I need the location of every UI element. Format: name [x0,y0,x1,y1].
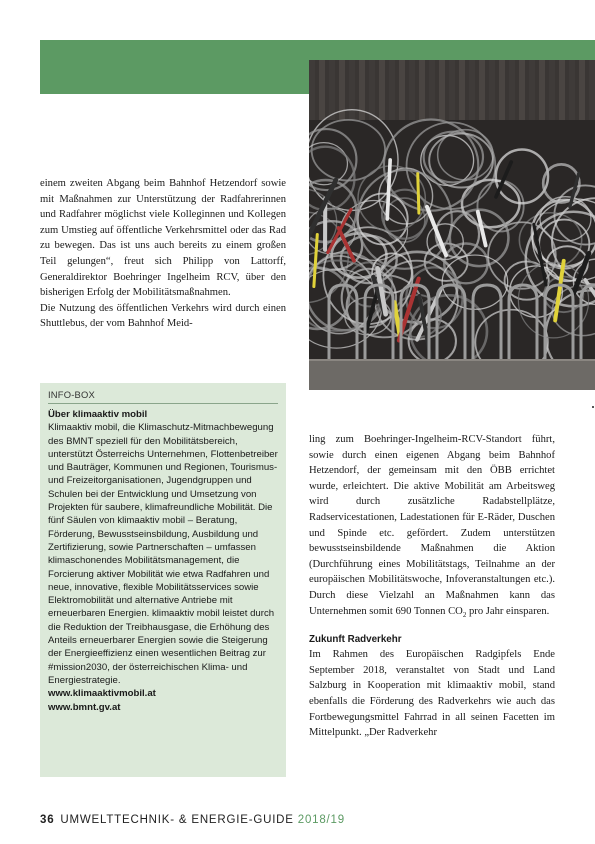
info-box-header: INFO-BOX [48,389,278,404]
section-subheading: Zukunft Radverkehr [309,634,402,646]
page-mark [592,406,594,408]
page-footer [40,814,345,826]
left-text-column [40,176,286,332]
left-paragraph-2: Die Nutzung des öffentlichen Verkehrs wird durch einen Shuttlebus, der vom Bahnhof Meid- [40,302,286,330]
right-paragraph-1 [309,432,555,619]
footer-title: UMWELTTECHNIK- & ENERGIE-GUIDE [60,814,294,826]
right-text-column [309,432,555,741]
bicycle-rack-photo [309,60,595,390]
info-box [40,383,286,777]
right-paragraph-1-text: ling zum Boehringer-Ingelheim-RCV-Standort führt, sowie durch einen eigenen Abgang beim Bahnhof Hetzendorf, der gemeinsam mit den ÖBB errichtet wurde, erleichtert. Die aktive Mobilität am Arbeitsweg wird durch zusätzliche Radabstellplätze, Radservicestationen, Ladestationen für E-Räder, Duschen und Spinde etc. gefördert. Zudem unterstützen bewusstseinsbildende Maßnahmen die Aktion (Durchführung eines Mobilitätstags, Teilnahme an der europäischen Mobilitätswoche, Infoveranstaltungen etc.). Durch diese Vielzahl an Maßnahmen kann das Unternehmen somit 690 Tonnen CO [309,434,555,617]
footer-year: 2018/19 [297,814,345,826]
info-box-title: Über klimaaktiv mobil [48,409,148,420]
bmnt-link[interactable]: www.bmnt.gv.at [48,701,121,713]
info-box-body: Klimaaktiv mobil, die Klimaschutz-Mitmachbewegung des BMNT speziell für den Mobilitätsbereich, unterstützt Österreichs Unternehmen, Flottenbetreiber und Bauträger, Kommunen und Regionen, Tourismus- und Freizeitorganisationen, Jugendgruppen und Schulen bei der Entwicklung und Umsetzung von Projekten für saubere, klimafreundliche Mobilität. Die fünf Säulen von klimaaktiv mobil – Beratung, Förderung, Bewusstseinsbildung, Ausbildung und Zertifizierung, sowie Partnerschaften – umfassen klimaschonendes Mobilitätsmanagement, die Forcierung aktiver Mobilität wie etwa Radfahren und neue, innovative, flexible Mobilitätsservices sowie Elektromobilität und alternative Antriebe mit erneuerbaren Energien. klimaaktiv mobil leistet durch die Reduktion der Treibhausgase, die Erhöhung des Anteils erneuerbarer Energien sowie die Steigerung der Energieeffizienz einen wesentlichen Beitrag zur #mission2030, der österreichischen Klima- und Energiestrategie. [48,422,278,686]
right-paragraph-2: Im Rahmen des Europäischen Radgipfels Ende September 2018, veranstaltet von Stadt und Land Salzburg in Kooperation mit klimaaktiv mobil, stand ebenfalls die Förderung des Radverkehrs wie auch das Fortbewegungsmittel Fahrrad in all seinen Facetten im Mittelpunkt. „Der Radverkehr [309,649,555,739]
right-paragraph-1-end: pro Jahr einsparen. [466,605,550,617]
klimaaktiv-link[interactable]: www.klimaaktivmobil.at [48,688,156,700]
co2-subscript: 2 [462,610,467,619]
left-paragraph-1: einem zweiten Abgang beim Bahnhof Hetzendorf sowie mit Maßnahmen zur Unterstützung der Radfahrerinnen und Radfahrer möglichst viele Kolleginnen und Kollegen zum Umstieg auf öffentliche Verkehrsmittel oder das Rad zu bewegen. Das ist uns auch bereits zu einem großen Teil gelungen“, freut sich Philipp von Lattorff, Generaldirektor Boehringer Ingelheim RCV, über den bisherigen Erfolg der Mobilitätsmaßnahmen. [40,178,286,299]
page-number: 36 [40,814,55,826]
